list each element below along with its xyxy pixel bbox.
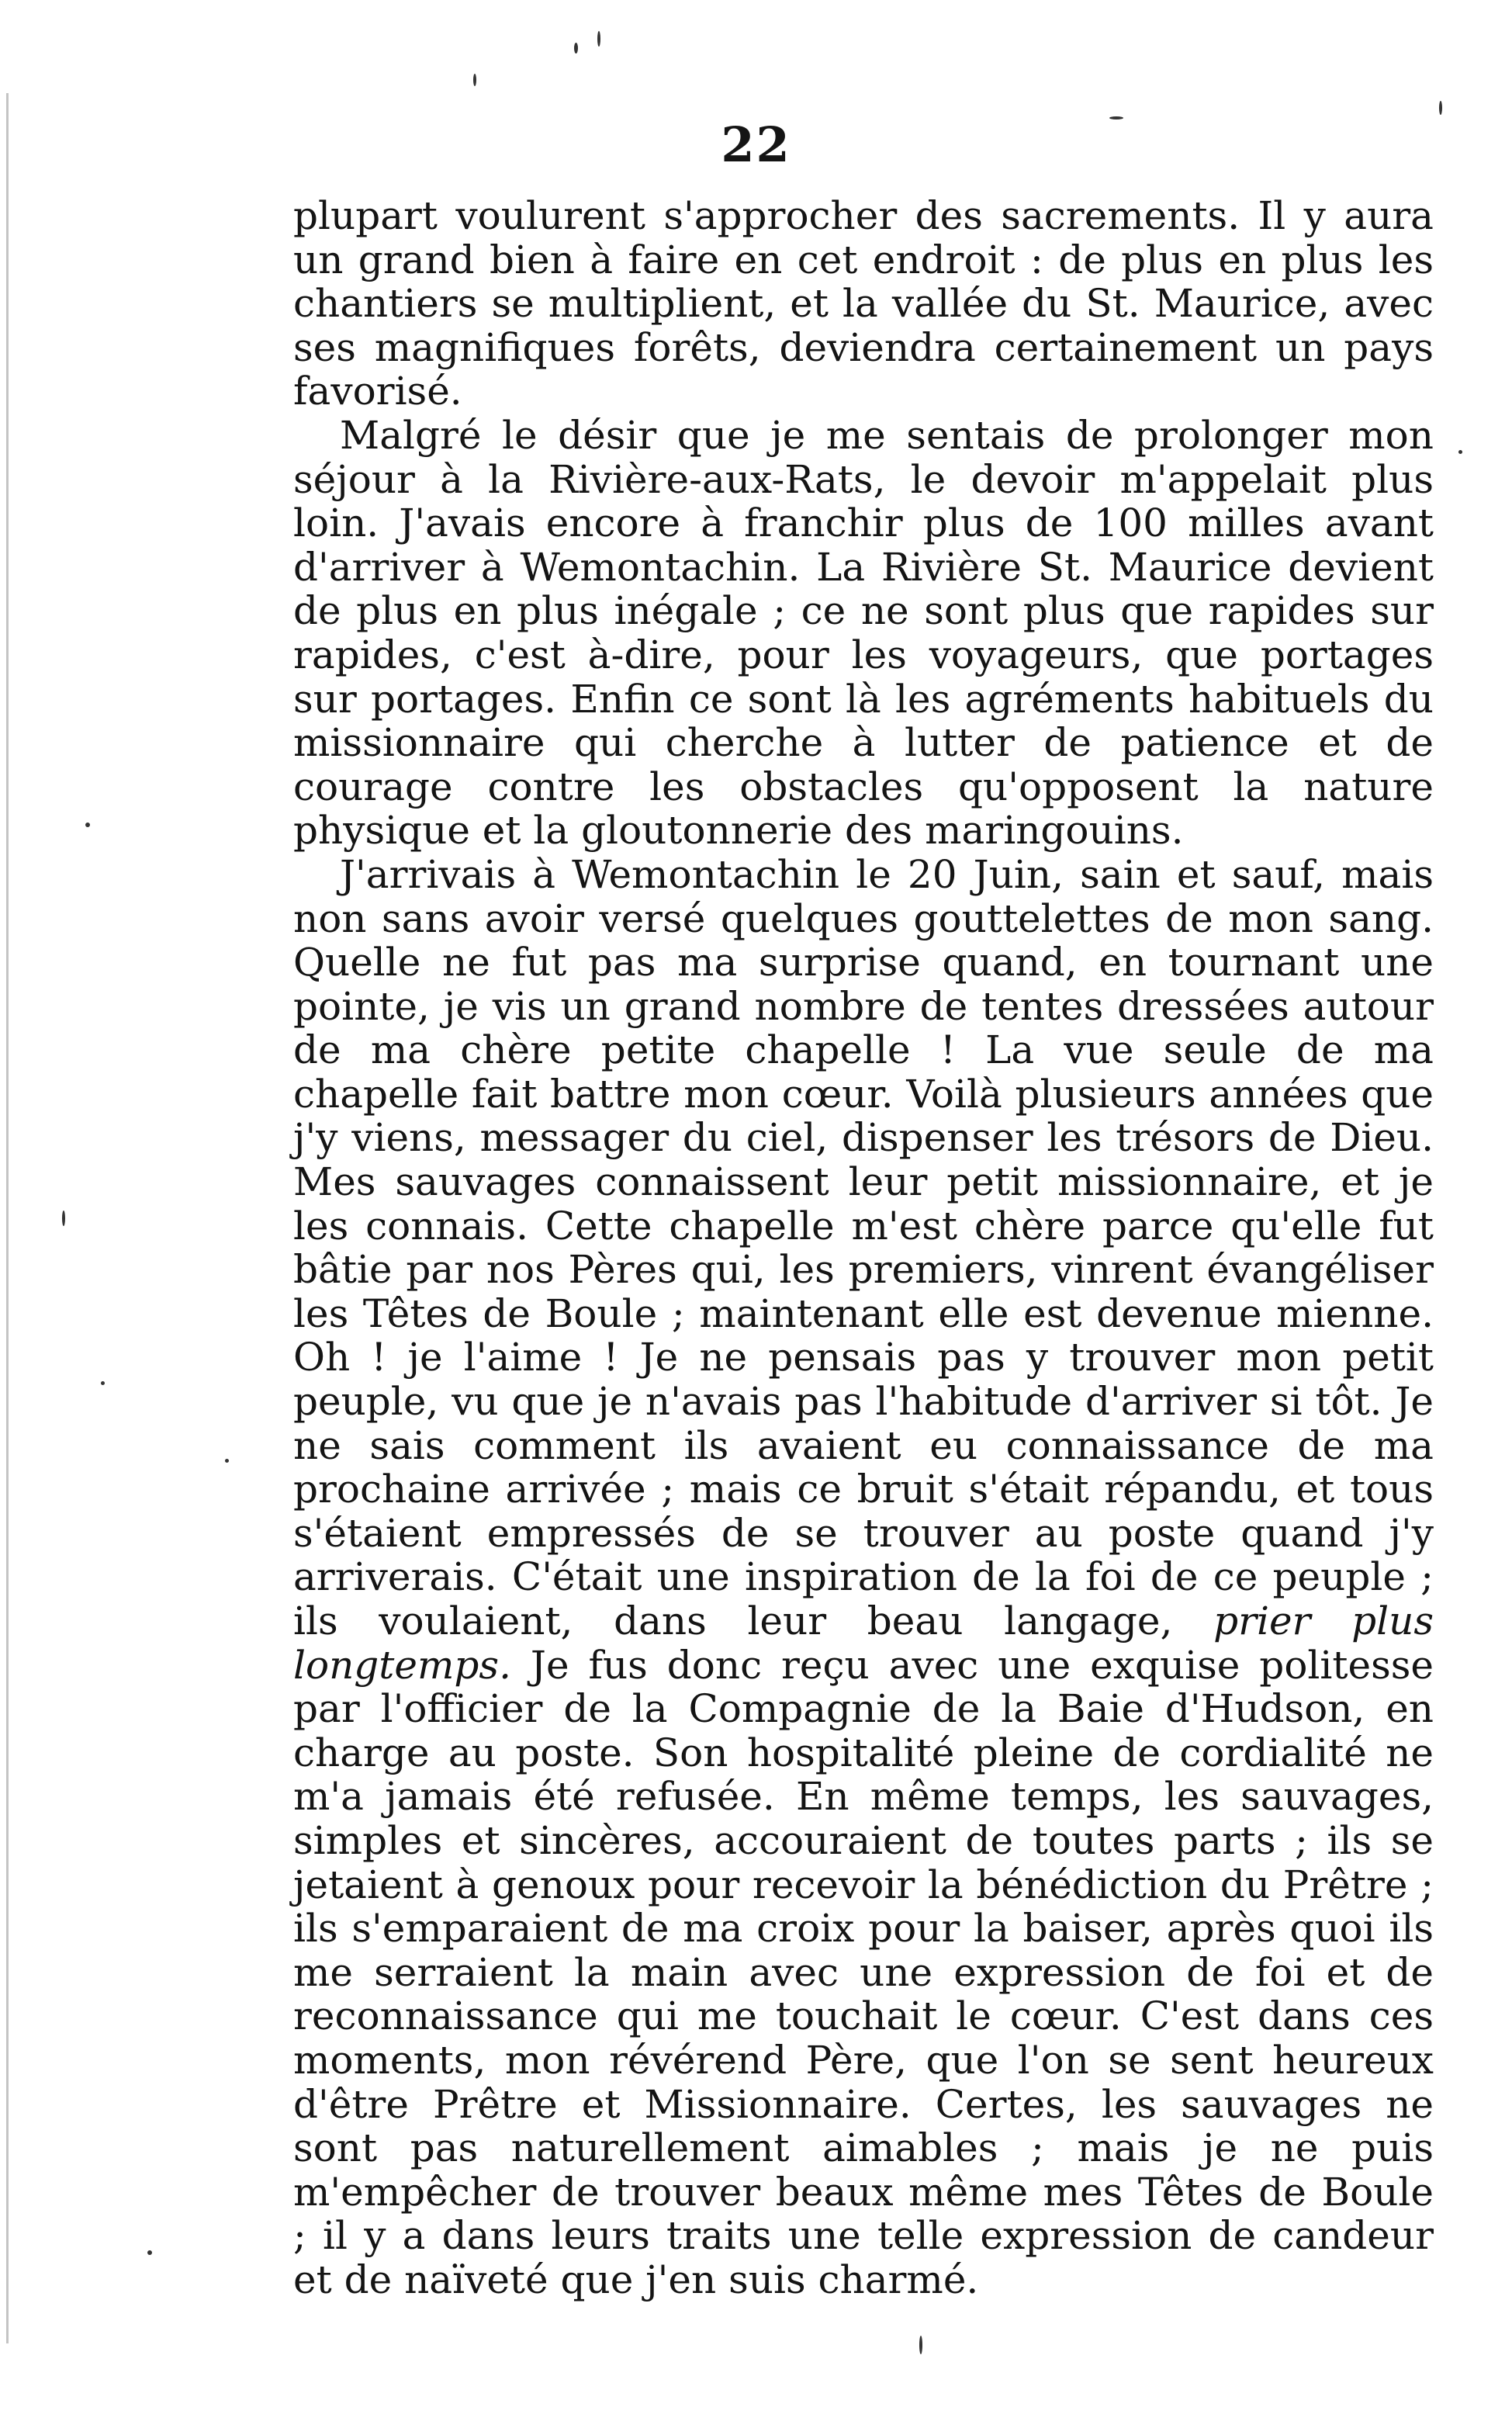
paragraph-3 — [293, 853, 1434, 2302]
page-number: 22 — [721, 116, 791, 173]
scan-speck — [225, 1459, 229, 1463]
left-margin-scan-line — [6, 93, 9, 2343]
paragraph-2: Malgré le désir que je me sentais de prolonger mon séjour à la Rivière-aux-Rats, le devoir m'appelait plus loin. J'avais encore à franchir plus de 100 milles avant d'arriver à Wemontachin. La Rivière St. Maurice devient de plus en plus inégale ; ce ne sont plus que rapides sur rapides, c'est à-dire, pour les voyageurs, que portages sur portages. Enfin ce sont là les agréments habituels du missionnaire qui cherche à lutter de patience et de courage contre les obstacles qu'opposent la nature physique et la gloutonnerie des maringouins. — [293, 412, 1434, 854]
scan-speck — [101, 1381, 105, 1385]
scan-speck — [597, 31, 600, 47]
scan-speck — [147, 2250, 152, 2255]
paragraph-3-text-start: J'arrivais à Wemontachin le 20 Juin, sain et sauf, mais non sans avoir versé quelques gouttelettes de mon sang. Quelle ne fut pas ma surprise quand, en tournant une pointe, je vis un grand nombre de tentes dressées autour de ma chère petite chapelle ! La vue seule de ma chapelle fait battre mon cœur. Voilà plusieurs années que j'y viens, messager du ciel, dispenser les trésors de Dieu. Mes sauvages connaissent leur petit missionnaire, et je les connais. Cette chapelle m'est chère parce qu'elle fut bâtie par nos Pères qui, les premiers, vinrent évangéliser les Têtes de Boule ; maintenant elle est devenue mienne. Oh ! je l'aime ! Je ne pensais pas y trouver mon petit peuple, vu que je n'avais pas l'habitude d'arriver si tôt. Je ne sais comment ils avaient eu connaissance de ma prochaine arrivée ; mais ce bruit s'était répandu, et tous s'étaient empressés de se trouver au poste quand j'y arriverais. C'était une inspiration de la foi de ce peuple ; ils voulaient, dans leur beau langage, — [293, 851, 1434, 1643]
scan-speck — [919, 2336, 922, 2354]
scan-speck — [574, 43, 578, 54]
scan-speck — [85, 823, 90, 827]
scan-speck — [62, 1211, 65, 1226]
body-text — [293, 194, 1434, 2302]
scan-speck — [473, 74, 476, 86]
paragraph-1: plupart voulurent s'approcher des sacrements. Il y aura un grand bien à faire en cet endroit : de plus en plus les chantiers se multiplient, et la vallée du St. Maurice, avec ses magnifiques forêts, deviendra certainement un pays favorisé. — [293, 193, 1434, 414]
paragraph-3-text-end: Je fus donc reçu avec une exquise politesse par l'officier de la Compagnie de la Baie d'Hudson, en charge au poste. Son hospitalité pleine de cordialité ne m'a jamais été refusée. En même temps, les sauvages, simples et sincères, accouraient de toutes parts ; ils se jetaient à genoux pour recevoir la bénédiction du Prêtre ; ils s'emparaient de ma croix pour la baiser, après quoi ils me serraient la main avec une expression de foi et de reconnaissance qui me touchait le cœur. C'est dans ces moments, mon révérend Père, que l'on se sent heureux d'être Prêtre et Missionnaire. Certes, les sauvages ne sont pas naturellement aimables ; mais je ne puis m'empêcher de trouver beaux même mes Têtes de Boule ; il y a dans leurs traits une telle expression de candeur et de naïveté que j'en suis charmé. — [293, 1642, 1434, 2302]
scan-speck — [1439, 101, 1442, 115]
paragraph-3-italic-phrase: prier plus longtemps. — [293, 1598, 1434, 1688]
scan-speck — [1458, 450, 1462, 454]
